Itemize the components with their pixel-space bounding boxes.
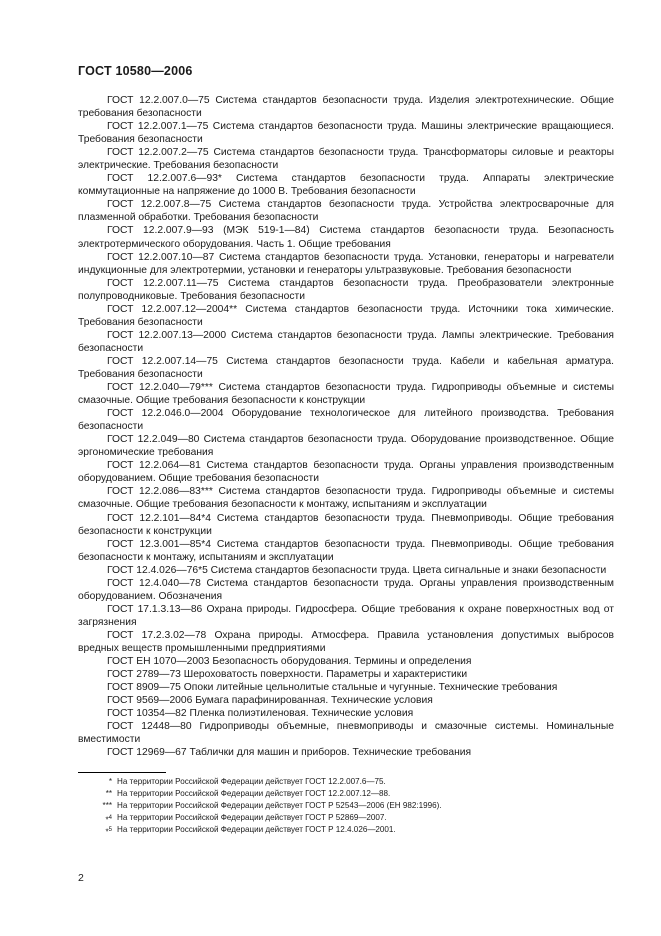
footnote-marker: * (108, 777, 112, 786)
reference-entry: ГОСТ 2789—73 Шероховатость поверхности. Параметры и характеристики (107, 669, 468, 681)
footnote-text: На территории Российской Федерации действует ГОСТ Р 12.4.026—2001. (117, 825, 396, 834)
footnote-marker: *$^5$ (105, 827, 112, 837)
footnote (78, 776, 614, 788)
reference-entry: ГОСТ 12.2.007.12—2004** Система стандартов безопасности труда. Источники тока химические. Требования безопасности (78, 303, 614, 328)
reference-entry: ГОСТ 12.2.007.13—2000 Система стандартов безопасности труда. Лампы электрические. Требования безопасности (78, 329, 614, 354)
reference-entry: ГОСТ 12.2.007.2—75 Система стандартов безопасности труда. Трансформаторы силовые и реакторы электрические. Требования безопасности (78, 147, 614, 172)
document-header: ГОСТ 10580—2006 (78, 64, 193, 78)
reference-entry: ГОСТ 12.4.026—76*5 Система стандартов безопасности труда. Цвета сигнальные и знаки безопасности (107, 564, 607, 576)
footnote (78, 824, 614, 836)
footnote-text: На территории Российской Федерации действует ГОСТ Р 52543—2006 (ЕН 982:1996). (117, 801, 442, 810)
reference-entry: ГОСТ 17.1.3.13—86 Охрана природы. Гидросфера. Общие требования к охране поверхностных вод от загрязнения (78, 603, 614, 628)
footnotes (78, 776, 614, 836)
reference-entry: ГОСТ 8909—75 Опоки литейные цельнолитые стальные и чугунные. Технические требования (107, 682, 558, 694)
reference-entry: ГОСТ 12.2.007.8—75 Система стандартов безопасности труда. Устройства электросварочные для плазменной обработки. Требования безопасности (78, 199, 614, 224)
reference-entry: ГОСТ 12.3.001—85*4 Система стандартов безопасности труда. Пневмоприводы. Общие требования безопасности к монтажу, испытаниям и эксплуатации (78, 538, 614, 563)
reference-entry: ГОСТ 12.2.007.6—93* Система стандартов безопасности труда. Аппараты электрические коммутационные на напряжение до 1000 В. Требования безопасности (78, 173, 614, 198)
reference-entry: ГОСТ 12.2.040—79*** Система стандартов безопасности труда. Гидроприводы объемные и системы смазочные. Общие требования безопасности к конструкции (78, 382, 614, 407)
reference-entry: ГОСТ 12969—67 Таблички для машин и приборов. Технические требования (107, 747, 472, 759)
page-number: 2 (78, 872, 84, 884)
normative-references-list (78, 94, 614, 759)
reference-entry: ГОСТ 12.2.007.11—75 Система стандартов безопасности труда. Преобразователи электронные полупроводниковые. Требования безопасности (78, 277, 614, 302)
footnote (78, 800, 614, 812)
reference-entry: ГОСТ 12.2.007.9—93 (МЭК 519-1—84) Система стандартов безопасности труда. Безопасность электротермического оборудования. Часть 1. Общие требования (78, 225, 614, 250)
footnote-divider (78, 772, 166, 773)
footnote-marker: *$^4$ (105, 815, 112, 825)
reference-entry: ГОСТ 17.2.3.02—78 Охрана природы. Атмосфера. Правила установления допустимых выбросов вредных веществ промышленными предприятиями (78, 629, 614, 654)
footnote-text: На территории Российской Федерации действует ГОСТ Р 52869—2007. (117, 813, 387, 822)
reference-entry: ГОСТ 12448—80 Гидроприводы объемные, пневмоприводы и смазочные системы. Номинальные вместимости (78, 721, 614, 746)
reference-entry: ГОСТ 12.2.007.10—87 Система стандартов безопасности труда. Установки, генераторы и нагреватели индукционные для электротермии, установки и генераторы ультразвуковые. Требования безопасности (78, 251, 614, 276)
reference-entry: ГОСТ 12.2.064—81 Система стандартов безопасности труда. Органы управления производственным оборудованием. Общие требования безопасности (78, 460, 614, 485)
footnote-marker: *** (102, 801, 112, 810)
reference-entry: ГОСТ ЕН 1070—2003 Безопасность оборудования. Термины и определения (107, 656, 472, 668)
reference-entry: ГОСТ 12.2.007.1—75 Система стандартов безопасности труда. Машины электрические вращающиеся. Требования безопасности (78, 121, 614, 146)
reference-entry: ГОСТ 12.2.007.0—75 Система стандартов безопасности труда. Изделия электротехнические. Общие требования безопасности (78, 95, 614, 120)
footnote-text: На территории Российской Федерации действует ГОСТ 12.2.007.12—88. (117, 789, 391, 798)
reference-entry: ГОСТ 12.2.101—84*4 Система стандартов безопасности труда. Пневмоприводы. Общие требования безопасности к конструкции (78, 512, 614, 537)
footnote-text: На территории Российской Федерации действует ГОСТ 12.2.007.6—75. (117, 777, 386, 786)
reference-entry: ГОСТ 12.4.040—78 Система стандартов безопасности труда. Органы управления производственным оборудованием. Обозначения (78, 577, 614, 602)
footnote-marker: ** (105, 789, 112, 798)
reference-entry: ГОСТ 9569—2006 Бумага парафинированная. Технические условия (107, 695, 433, 707)
footnote (78, 788, 614, 800)
reference-entry: ГОСТ 12.2.086—83*** Система стандартов безопасности труда. Гидроприводы объемные и системы смазочные. Общие требования безопасности к монтажу, испытаниям и эксплуатации (78, 486, 614, 511)
reference-entry: ГОСТ 10354—82 Пленка полиэтиленовая. Технические условия (107, 708, 414, 720)
footnote (78, 812, 614, 824)
reference-entry: ГОСТ 12.2.049—80 Система стандартов безопасности труда. Оборудование производственное. Общие эргономические требования (78, 434, 614, 459)
reference-entry: ГОСТ 12.2.046.0—2004 Оборудование технологическое для литейного производства. Требования безопасности (78, 408, 614, 433)
reference-entry: ГОСТ 12.2.007.14—75 Система стандартов безопасности труда. Кабели и кабельная арматура. Требования безопасности (78, 355, 614, 380)
